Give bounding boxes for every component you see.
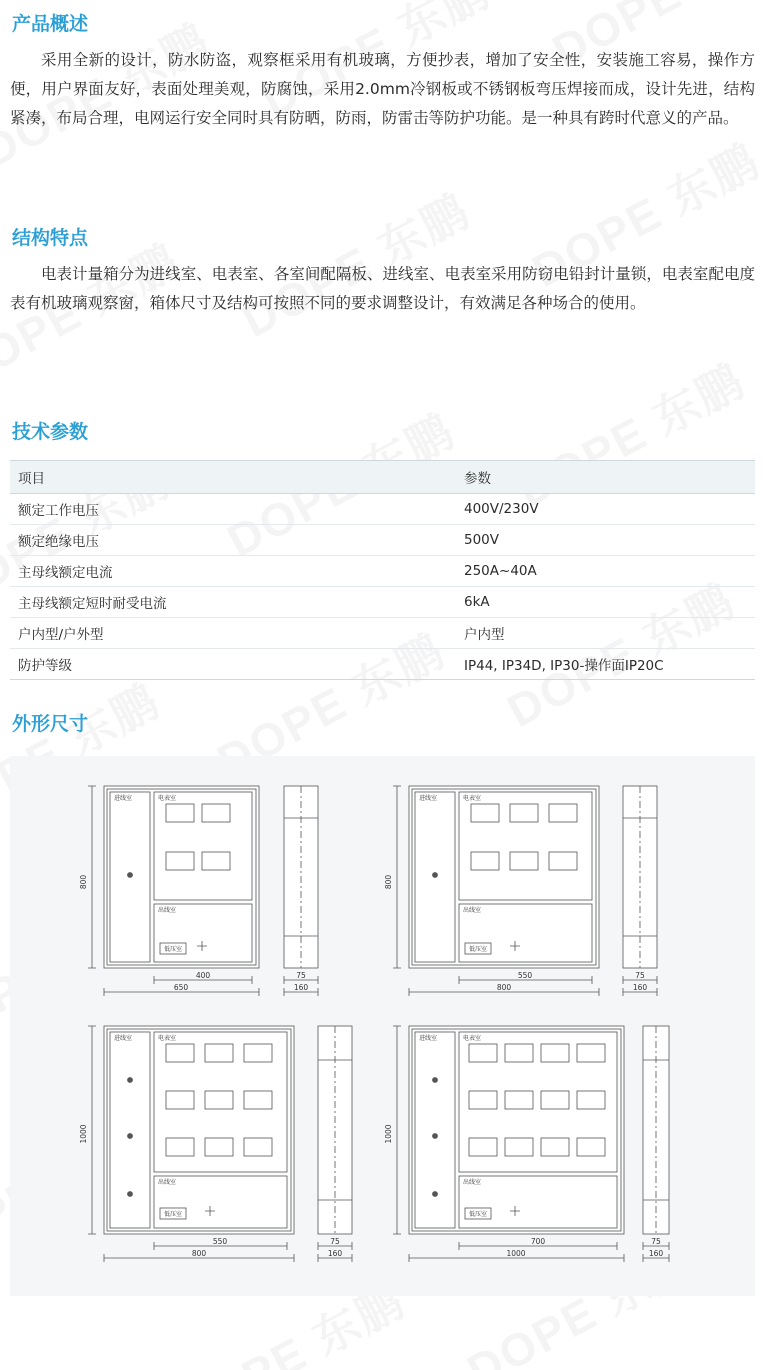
drawing-1 (70, 778, 360, 1018)
label-inlet-room: 进线室 (114, 1035, 133, 1042)
table-row (10, 649, 755, 680)
section-header-structure (10, 226, 88, 252)
table-cell-item: 主母线额定短时耐受电流 (10, 587, 456, 618)
table-cell-value: 250A~40A (456, 556, 755, 587)
dim-meter-width: 700 (530, 1237, 546, 1246)
structure-paragraph: 电表计量箱分为进线室、电表室、各室间配隔板、进线室、电表室采用防窃电铅封计量锁，电表室配电度表有机玻璃观察窗，箱体尺寸及结构可按照不同的要求调整设计，有效满足各种场合的使用。 (10, 265, 755, 312)
dim-depth: 160 (648, 1249, 664, 1258)
drawing-4-svg (375, 1018, 675, 1283)
dim-total-width: 800 (496, 983, 512, 992)
dim-meter-width: 550 (212, 1237, 228, 1246)
table-header-cell: 项目 (10, 461, 456, 494)
drawing-3 (70, 1018, 370, 1283)
table-cell-value: 400V/230V (456, 494, 755, 525)
section-header-dimensions (10, 712, 88, 738)
table-cell-value: IP44, IP34D, IP30-操作面IP20C (456, 649, 755, 680)
table-row (10, 618, 755, 649)
table-row (10, 587, 755, 618)
label-meter-room: 电表室 (158, 1035, 177, 1042)
dim-height: 1000 (79, 1124, 88, 1144)
label-inlet-room: 进线室 (419, 795, 438, 802)
label-outlet-room: 出线室 (158, 907, 177, 914)
section-header-parameters (10, 420, 88, 446)
table-cell-item: 防护等级 (10, 649, 456, 680)
table-cell-item: 额定工作电压 (10, 494, 456, 525)
drawing-2-svg (375, 778, 675, 1018)
label-meter-room: 电表室 (158, 795, 177, 802)
label-outlet-room: 出线室 (158, 1179, 177, 1186)
dim-depth: 160 (632, 983, 648, 992)
label-inlet-room: 进线室 (419, 1035, 438, 1042)
overview-paragraph: 采用全新的设计，防水防盗，观察框采用有机玻璃，方便抄表，增加了安全性，安装施工容易，操作方便，用户界面友好，表面处理美观，防腐蚀，采用2.0mm冷钢板或不锈钢板弯压焊接而成，设计先进，结构紧凑，布局合理，电网运行安全同时具有防晒，防雨，防雷击等防护功能。是一种具有跨时代意义的产品。 (10, 51, 755, 127)
label-outlet-room: 出线室 (463, 907, 482, 914)
label-meter-room: 电表室 (463, 1035, 482, 1042)
table-header-cell: 参数 (456, 461, 755, 494)
drawing-3-svg (70, 1018, 370, 1283)
label-low-box: 低压室 (164, 1211, 183, 1218)
table-header-row (10, 461, 755, 494)
table-row (10, 494, 755, 525)
drawing-2 (375, 778, 675, 1018)
label-inlet-room: 进线室 (114, 795, 133, 802)
dim-depth-small: 75 (296, 971, 306, 980)
table-cell-value: 户内型 (456, 618, 755, 649)
dim-depth: 160 (327, 1249, 343, 1258)
section-title-overview: 产品概述 (12, 14, 89, 35)
label-outlet-room: 出线室 (463, 1179, 482, 1186)
label-low-box: 低压室 (469, 1211, 488, 1218)
label-low-box: 低压室 (164, 946, 183, 953)
table-row (10, 525, 755, 556)
dim-depth-small: 75 (635, 971, 645, 980)
section-title-parameters: 技术参数 (12, 422, 89, 443)
dim-depth-small: 75 (330, 1237, 340, 1246)
section-title-dimensions: 外形尺寸 (12, 714, 89, 735)
dim-height: 1000 (384, 1124, 393, 1144)
dim-meter-width: 550 (517, 971, 533, 980)
label-meter-room: 电表室 (463, 795, 482, 802)
table-cell-item: 户内型/户外型 (10, 618, 456, 649)
section-title-structure: 结构特点 (12, 228, 89, 249)
dim-depth: 160 (293, 983, 309, 992)
label-low-box: 低压室 (469, 946, 488, 953)
table-cell-value: 500V (456, 525, 755, 556)
dim-depth-small: 75 (651, 1237, 661, 1246)
table-cell-value: 6kA (456, 587, 755, 618)
dim-height: 800 (79, 874, 88, 890)
table-row (10, 556, 755, 587)
dim-total-width: 650 (173, 983, 189, 992)
dim-height: 800 (384, 874, 393, 890)
dimension-drawings-panel (10, 756, 755, 1296)
specifications-table (10, 460, 755, 680)
drawing-4 (375, 1018, 675, 1283)
table-cell-item: 主母线额定电流 (10, 556, 456, 587)
dim-total-width: 1000 (506, 1249, 526, 1258)
drawing-1-svg (70, 778, 360, 1018)
dim-total-width: 800 (191, 1249, 207, 1258)
dim-meter-width: 400 (195, 971, 211, 980)
table-cell-item: 额定绝缘电压 (10, 525, 456, 556)
section-header-overview (10, 12, 88, 38)
